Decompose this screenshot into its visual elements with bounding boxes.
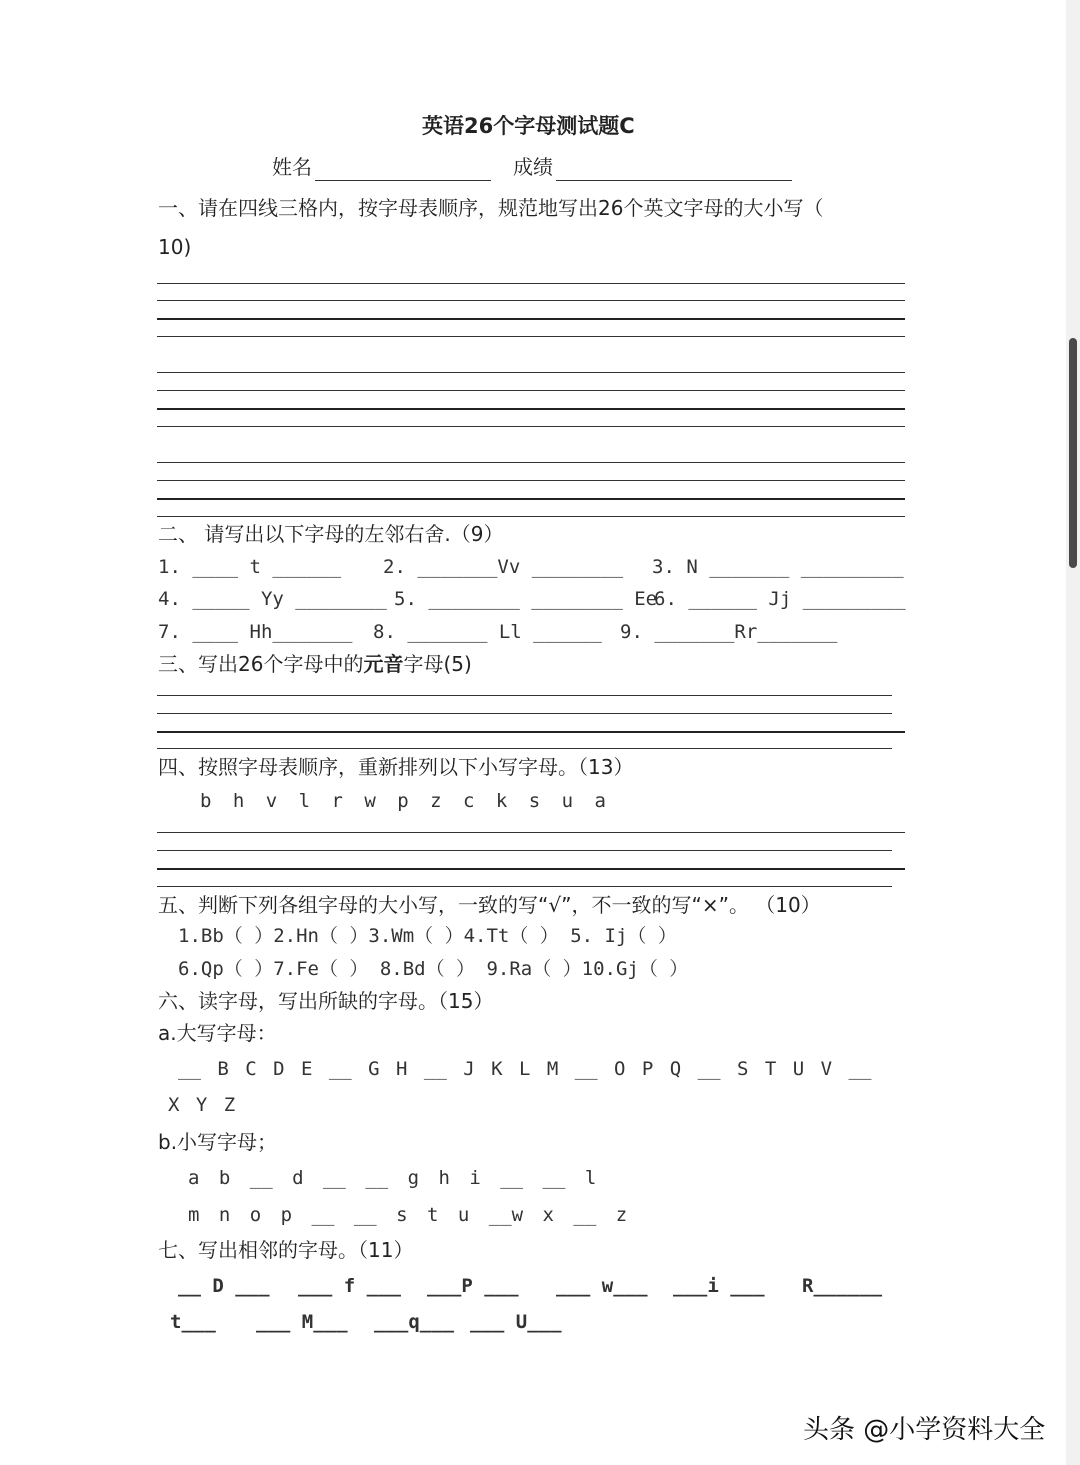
neighbor-item-6: 6. ______ Jj _________	[654, 588, 906, 610]
section7-heading: 七、写出相邻的字母。（11）	[158, 1238, 414, 1262]
neighbor-item-7: 7. ____ Hh_______	[158, 621, 353, 643]
adjacent-item-6: R______	[802, 1275, 883, 1297]
adjacent-item-8: ___ M___	[256, 1311, 348, 1333]
adjacent-item-3: ___P ___	[427, 1275, 519, 1297]
scrambled-letters: b h v l r w p z c k s u a	[200, 790, 606, 812]
score-blank	[556, 180, 792, 181]
watermark: 头条 @小学资料大全	[803, 1415, 1046, 1445]
lowercase-row-2: m n o p __ __ s t u __w x __ z	[188, 1204, 628, 1226]
section3-heading: 三、写出26个字母中的元音字母(5)	[158, 652, 472, 676]
lowercase-row-1: a b __ d __ __ g h i __ __ l	[188, 1167, 597, 1189]
case-check-row-1: 1.Bb（ ）2.Hn（ ）3.Wm（ ）4.Tt（ ） 5. Ij（ ）	[178, 925, 677, 947]
section1-heading: 一、请在四线三格内，按字母表顺序，规范地写出26个英文字母的大小写（	[158, 196, 824, 220]
neighbor-item-2: 2. _______Vv ________	[383, 556, 624, 578]
name-label: 姓名	[272, 155, 312, 179]
neighbor-item-1: 1. ____ t ______	[158, 556, 342, 578]
uppercase-row-2: X Y Z	[168, 1094, 236, 1116]
section5-heading: 五、判断下列各组字母的大小写，一致的写“√”，不一致的写“×”。 （10）	[158, 893, 821, 917]
adjacent-item-4: ___ w___	[556, 1275, 648, 1297]
case-check-row-2: 6.Qp（ ）7.Fe（ ） 8.Bd（ ） 9.Ra（ ）10.Gj（ ）	[178, 958, 689, 980]
adjacent-item-9: ___q___	[374, 1311, 455, 1333]
name-blank	[315, 180, 491, 181]
neighbor-item-9: 9. _______Rr_______	[620, 621, 838, 643]
neighbor-item-4: 4. _____ Yy ________	[158, 588, 387, 610]
neighbor-item-5: 5. ________ ________ Ee	[394, 588, 658, 610]
section2-heading: 二、 请写出以下字母的左邻右舍.（9）	[158, 522, 504, 546]
lowercase-label: b.小写字母；	[158, 1130, 278, 1154]
adjacent-item-5: ___i ___	[673, 1275, 765, 1297]
section4-heading: 四、按照字母表顺序，重新排列以下小写字母。（13）	[158, 755, 634, 779]
adjacent-item-2: ___ f ___	[298, 1275, 401, 1297]
uppercase-row-1: __ B C D E __ G H __ J K L M __ O P Q __ S T U V __	[178, 1058, 872, 1080]
uppercase-label: a.大写字母：	[158, 1021, 277, 1045]
scrollbar-track[interactable]	[1066, 0, 1080, 1465]
adjacent-item-1: __ D ___	[178, 1275, 270, 1297]
adjacent-item-7: t___	[170, 1311, 216, 1333]
neighbor-item-3: 3. N _______ _________	[652, 556, 904, 578]
scrollbar-thumb[interactable]	[1069, 338, 1077, 568]
section6-heading: 六、读字母，写出所缺的字母。（15）	[158, 989, 494, 1013]
section1-points: 10)	[158, 235, 192, 259]
adjacent-item-10: ___ U___	[470, 1311, 562, 1333]
page-title: 英语26个字母测试题C	[422, 114, 635, 138]
score-label: 成绩	[513, 155, 553, 179]
neighbor-item-8: 8. _______ Ll ______	[373, 621, 602, 643]
